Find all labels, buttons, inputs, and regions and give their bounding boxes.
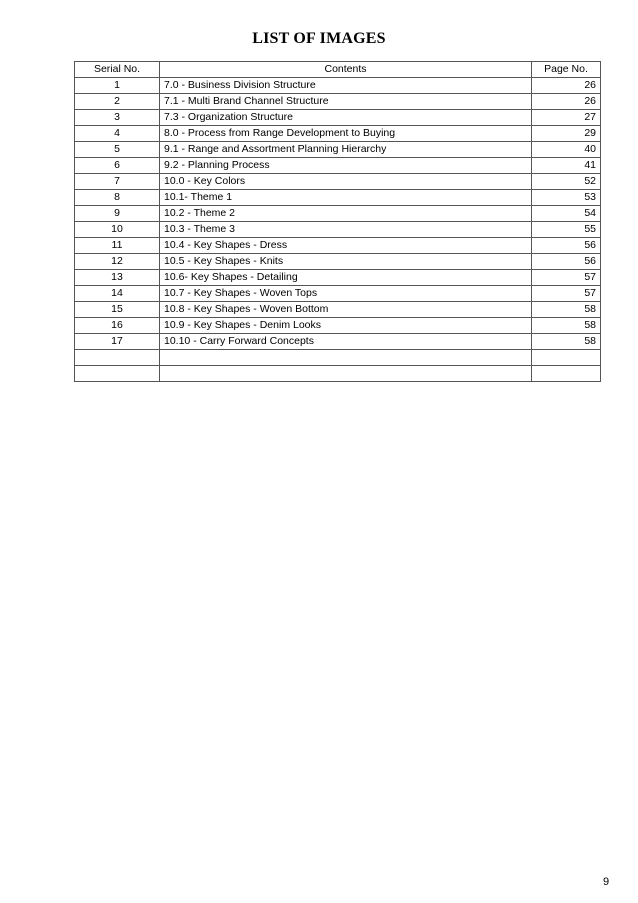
table-row [75, 238, 601, 254]
table-row [75, 174, 601, 190]
page-cell [532, 366, 601, 382]
serial-header: Serial No. [75, 62, 160, 78]
serial-cell: 14 [75, 286, 160, 302]
table-row [75, 94, 601, 110]
contents-cell: 10.6- Key Shapes - Detailing [160, 270, 532, 286]
page-cell: 40 [532, 142, 601, 158]
page-cell: 54 [532, 206, 601, 222]
table-row-empty [75, 366, 601, 382]
contents-cell: 10.2 - Theme 2 [160, 206, 532, 222]
table-row [75, 158, 601, 174]
page-cell: 26 [532, 78, 601, 94]
table-row [75, 318, 601, 334]
page-cell: 57 [532, 286, 601, 302]
serial-cell: 6 [75, 158, 160, 174]
table-header-row [75, 62, 601, 78]
table-row [75, 302, 601, 318]
contents-cell: 10.1- Theme 1 [160, 190, 532, 206]
serial-cell: 13 [75, 270, 160, 286]
contents-cell: 8.0 - Process from Range Development to Buying [160, 126, 532, 142]
table-row [75, 270, 601, 286]
serial-cell: 3 [75, 110, 160, 126]
serial-cell: 4 [75, 126, 160, 142]
serial-cell: 7 [75, 174, 160, 190]
page-cell: 56 [532, 254, 601, 270]
serial-cell: 12 [75, 254, 160, 270]
table-row [75, 286, 601, 302]
contents-header: Contents [160, 62, 532, 78]
table-row [75, 334, 601, 350]
contents-cell: 10.8 - Key Shapes - Woven Bottom [160, 302, 532, 318]
page-cell: 52 [532, 174, 601, 190]
serial-cell: 9 [75, 206, 160, 222]
table-row [75, 206, 601, 222]
serial-cell: 11 [75, 238, 160, 254]
page-cell: 53 [532, 190, 601, 206]
page-header: Page No. [532, 62, 601, 78]
page-cell: 29 [532, 126, 601, 142]
contents-cell: 7.3 - Organization Structure [160, 110, 532, 126]
serial-cell: 5 [75, 142, 160, 158]
page-cell: 57 [532, 270, 601, 286]
serial-cell: 8 [75, 190, 160, 206]
table-row-empty [75, 350, 601, 366]
contents-cell: 10.7 - Key Shapes - Woven Tops [160, 286, 532, 302]
contents-cell: 10.5 - Key Shapes - Knits [160, 254, 532, 270]
page-cell: 55 [532, 222, 601, 238]
serial-cell: 15 [75, 302, 160, 318]
serial-cell: 2 [75, 94, 160, 110]
table-row [75, 190, 601, 206]
page-cell: 41 [532, 158, 601, 174]
contents-cell: 7.1 - Multi Brand Channel Structure [160, 94, 532, 110]
table-body [75, 78, 601, 382]
page-title: LIST OF IMAGES [252, 30, 386, 47]
contents-cell: 7.0 - Business Division Structure [160, 78, 532, 94]
table-row [75, 254, 601, 270]
contents-cell: 9.1 - Range and Assortment Planning Hierarchy [160, 142, 532, 158]
page-cell: 58 [532, 334, 601, 350]
page-cell [532, 350, 601, 366]
serial-cell: 17 [75, 334, 160, 350]
table-row [75, 222, 601, 238]
table-row [75, 110, 601, 126]
table-row [75, 78, 601, 94]
contents-cell: 9.2 - Planning Process [160, 158, 532, 174]
contents-cell: 10.4 - Key Shapes - Dress [160, 238, 532, 254]
serial-cell [75, 350, 160, 366]
serial-cell [75, 366, 160, 382]
contents-cell: 10.10 - Carry Forward Concepts [160, 334, 532, 350]
page-cell: 58 [532, 318, 601, 334]
serial-cell: 10 [75, 222, 160, 238]
page-number: 9 [602, 876, 610, 888]
list-of-images-table [74, 61, 601, 382]
contents-cell [160, 350, 532, 366]
contents-cell: 10.3 - Theme 3 [160, 222, 532, 238]
table-row [75, 142, 601, 158]
table-row [75, 126, 601, 142]
contents-cell: 10.9 - Key Shapes - Denim Looks [160, 318, 532, 334]
serial-cell: 1 [75, 78, 160, 94]
contents-cell [160, 366, 532, 382]
page-cell: 56 [532, 238, 601, 254]
page-cell: 27 [532, 110, 601, 126]
serial-cell: 16 [75, 318, 160, 334]
page-cell: 58 [532, 302, 601, 318]
page-cell: 26 [532, 94, 601, 110]
contents-cell: 10.0 - Key Colors [160, 174, 532, 190]
